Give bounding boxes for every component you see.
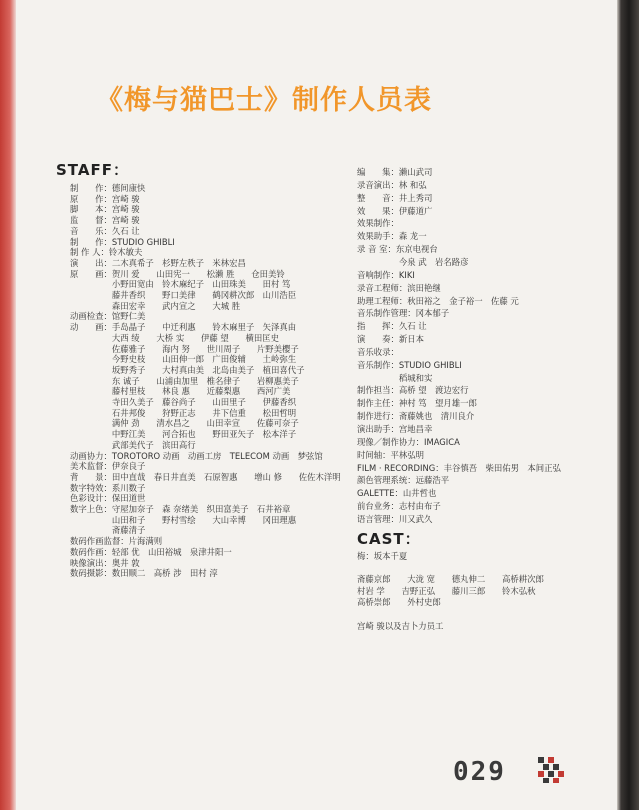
staff-credit-line: 坂野秀子 大村真由美 北岛由美子 植田喜代子 [70, 364, 305, 375]
page-edge-red-strip [0, 0, 16, 810]
staff-credit-line: 山田和子 野村雪绘 大山幸博 冈田理惠 [70, 514, 297, 525]
staff-credit-line: FILM · RECORDING：丰谷慎吾 柴田佑男 本间正弘 [357, 462, 561, 473]
cast-credit-line: 高桥崇郎 外村史郎 [357, 597, 441, 608]
staff-credit-line: 斋藤清子 [70, 525, 146, 536]
staff-credit-line: 语言管理：川又武久 [357, 513, 433, 524]
staff-credit-line: 制作担当：高桥 望 渡边宏行 [357, 385, 469, 396]
staff-credit-line: 监 督：宫崎 骏 [70, 215, 140, 226]
staff-credit-line: 佐藤雅子 海内 努 世川周子 片野美樱子 [70, 343, 299, 354]
staff-credit-line: 效果制作： [357, 218, 399, 229]
staff-credit-line: 编 集：濑山武司 [357, 167, 433, 177]
staff-credit-line: 数码摄影：数田顺二 高桥 涉 田村 淳 [70, 568, 218, 579]
staff-credit-line: 武部美代子 滨田高行 [70, 439, 196, 450]
book-spine [617, 0, 639, 810]
staff-credit-line: 森田宏幸 武内宣之 大城 胜 [70, 300, 241, 311]
staff-credit-line: 效果助手：森 龙一 [357, 231, 427, 242]
staff-credit-line: 制 作：STUDIO GHIBLI [70, 236, 175, 247]
cast-credit-line: 梅：坂本千夏 [357, 551, 408, 561]
staff-credit-line: 大西 绫 大桥 实 伊藤 望 横田匡史 [70, 332, 279, 343]
page-number: 029 [453, 757, 506, 787]
staff-credit-line: 录 音 室：东京电视台 [357, 244, 438, 255]
staff-credit-line: 背 景：田中直哉 春日井直美 石原智惠 增山 修 佐佐木洋明 [70, 471, 341, 482]
staff-credit-line: 演出助手：宫地昌幸 [357, 424, 433, 434]
staff-credit-line: 音乐制作管理：冈本郁子 [357, 308, 450, 319]
staff-credit-line: 原 作：宫崎 骏 [70, 193, 140, 204]
staff-credit-line: 稻城和实 [357, 372, 433, 383]
staff-credit-line: 数码作画：轻部 优 山田裕城 泉津井阳一 [70, 546, 232, 557]
staff-credit-line: 数码作画监督：片海满则 [70, 536, 163, 547]
staff-credit-line: 中野江美 河合拓也 野田亚矢子 松本洋子 [70, 429, 297, 440]
staff-credit-line: 制 作：德间康快 [70, 183, 146, 193]
staff-credit-line: 石井邦俊 狩野正志 井下信重 松田哲明 [70, 407, 297, 418]
staff-credit-line: 今泉 武 岩名路彦 [357, 256, 469, 267]
staff-credit-line: 动画协力：TOROTORO 动画 动画工房 TELECOM 动画 梦弦馆 [70, 450, 323, 461]
staff-credit-line: 制作主任：神村 笃 望月雄一郎 [357, 398, 477, 409]
cast-credit-line: 宫崎 骏以及吉卜力员工 [357, 620, 444, 631]
staff-credit-line: 小野田宽由 铃木麻纪子 山田珠美 田村 笃 [70, 279, 291, 290]
staff-credit-line: 前台业务：志村由布子 [357, 501, 441, 512]
cast-credit-line: 斋藤京郎 大泷 宽 德丸伸二 高桥耕次郎 [357, 574, 544, 585]
staff-credit-line: 藤井香织 野口美律 鹤冈耕次郎 山川浩臣 [70, 290, 297, 300]
staff-credit-line: 数字特效：系川数子 [70, 482, 146, 493]
cast-credit-line: 村岩 学 吉野正弘 藤川三郎 铃木弘秋 [357, 585, 536, 596]
staff-heading: STAFF： [56, 161, 129, 179]
staff-credit-line: 脚 本：宫崎 骏 [70, 204, 140, 215]
staff-credit-line: 整 音：井上秀司 [357, 192, 433, 203]
staff-credit-line: 美术监督：伊奈良子 [70, 461, 146, 472]
staff-credit-line: 颜色管理系统：远藤浩平 [357, 475, 450, 486]
staff-credit-line: 录音演出：林 和弘 [357, 179, 427, 190]
staff-credit-line: 现像／制作协力：IMAGICA [357, 436, 460, 447]
staff-credit-line: GALETTE：山井哲也 [357, 488, 437, 499]
staff-credit-line: 效 果：伊藤道广 [357, 205, 433, 216]
staff-credit-line: 藤村里枝 林良 惠 近藤梨惠 西河广美 [70, 386, 291, 397]
staff-credit-line: 数字上色：守屋加奈子 森 奈绪美 织田富美子 石井裕章 [70, 504, 291, 514]
staff-credit-line: 演 出：二木真希子 杉野左秩子 米林宏昌 [70, 257, 246, 268]
staff-credit-line: 录音工程师：滨田艳继 [357, 282, 441, 293]
staff-credit-line: 映像演出：奥井 敦 [70, 557, 140, 568]
staff-credit-line: 制作进行：斋藤姚也 清川良介 [357, 411, 475, 422]
staff-credit-line: 时间轴：平林弘明 [357, 449, 424, 460]
cast-heading: CAST： [357, 530, 421, 548]
staff-credit-line: 满仲 劲 清水昌之 山田幸宣 佐藤可奈子 [70, 418, 299, 429]
staff-credit-line: 音乐制作：STUDIO GHIBLI [357, 359, 462, 370]
page-title: 《梅与猫巴士》制作人员表 [96, 85, 432, 116]
staff-credit-line: 助理工程师：秋田裕之 金子裕一 佐藤 元 [357, 295, 519, 306]
staff-credit-line: 原 画：贺川 爱 山田宪一 松濑 胜 仓田美铃 [70, 268, 285, 279]
staff-credit-line: 演 奏：新日本 [357, 334, 424, 345]
staff-credit-line: 指 挥：久石 让 [357, 321, 427, 332]
staff-credit-line: 音响制作：KIKI [357, 269, 415, 280]
staff-credit-line: 音 乐：久石 让 [70, 225, 140, 236]
staff-credit-line: 制 作 人：铃木敏夫 [70, 247, 143, 258]
staff-credit-line: 寺田久美子 藤谷尚子 山田里子 伊藤香织 [70, 397, 297, 407]
staff-credit-line: 音乐收录： [357, 346, 399, 357]
staff-credit-line: 今野史枝 山田伸一郎 广田俊辅 土岭弥生 [70, 354, 297, 365]
staff-credit-line: 色彩设计：保田道世 [70, 493, 146, 504]
staff-credit-line: 动 画：手岛晶子 中迁利惠 铃木麻里子 矢泽真由 [70, 322, 297, 333]
staff-credit-line: 动画检查：馆野仁美 [70, 311, 146, 322]
staff-credit-line: 东 诚子 山浦由加里 椎名律子 岩柳惠美子 [70, 375, 299, 386]
pixel-mark-icon [538, 757, 564, 783]
